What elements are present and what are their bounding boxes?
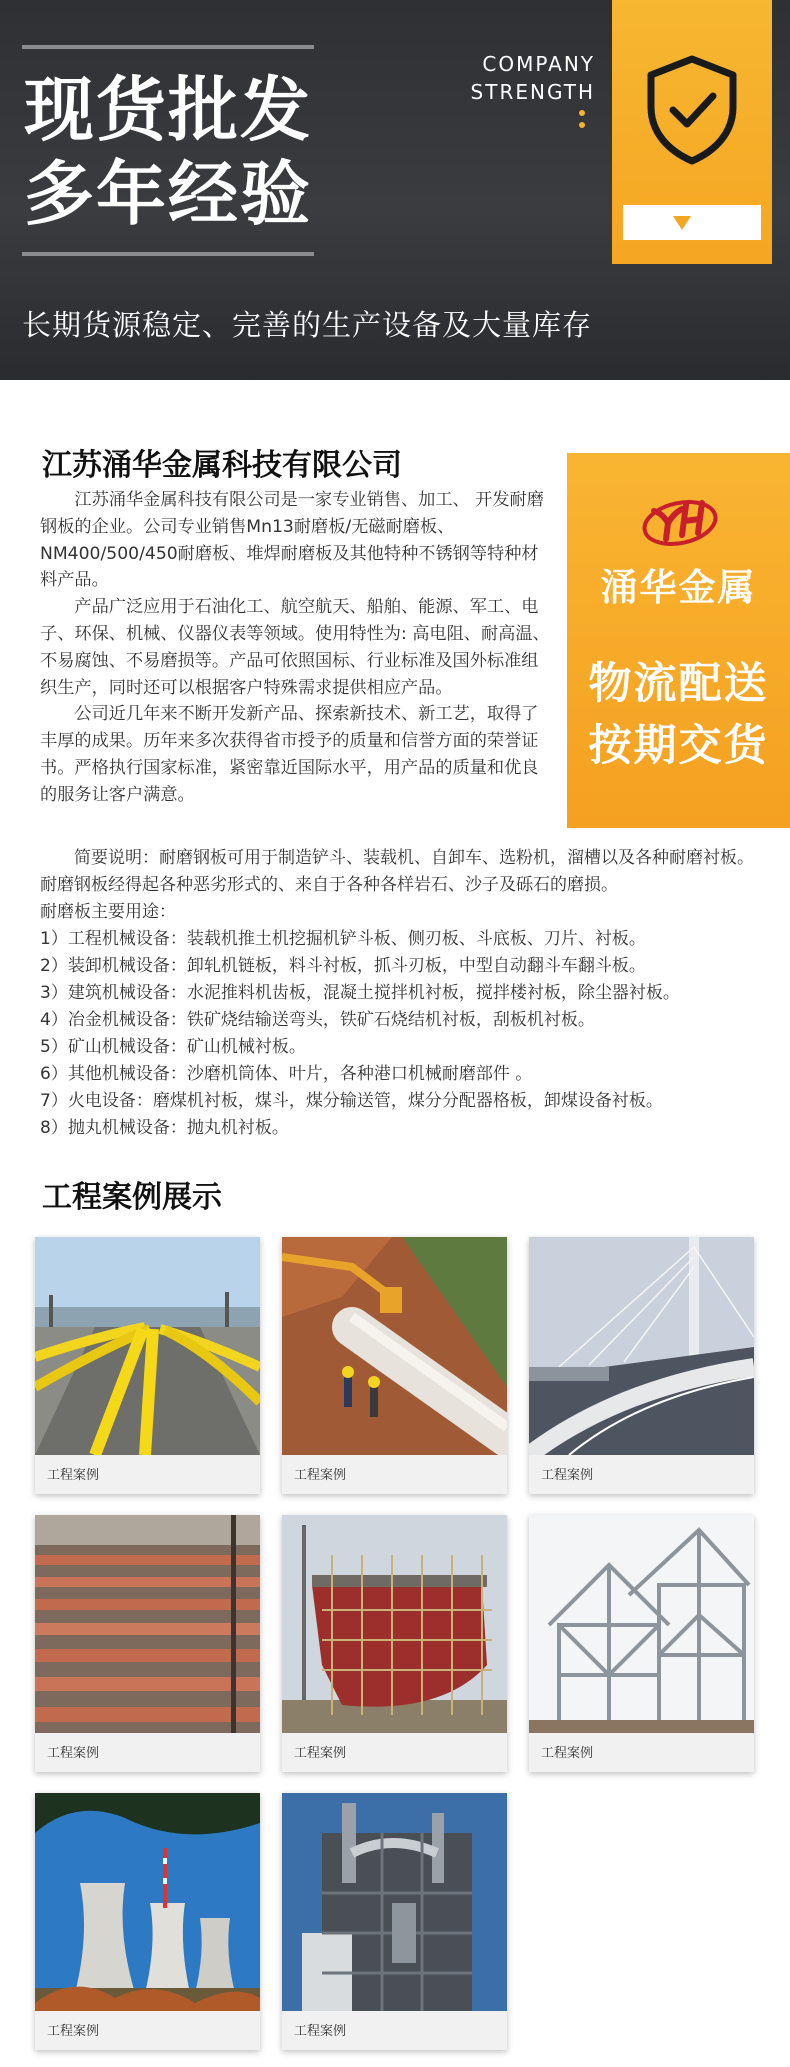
intro-paragraph: 产品广泛应用于石油化工、航空航天、船舶、能源、军工、电子、环保、机械、仪器仪表等领域。使用特性为: 高电阻、耐高温、不易腐蚀、不易磨损等。产品可依照国标、行业标准及国外标准组织生产，同时还可以根据客户特殊需求提供相应产品。 xyxy=(40,597,550,698)
case-image-cooling-towers xyxy=(35,1793,260,2011)
hero-title xyxy=(24,68,354,236)
shield-bar xyxy=(623,205,761,240)
case-caption: 工程案例 xyxy=(47,1746,100,1761)
case-image-pipe-excavation xyxy=(282,1237,507,1455)
case-card[interactable] xyxy=(282,1237,507,1494)
hero-title-line1: 现货批发 xyxy=(24,69,312,151)
logo-panel xyxy=(567,453,790,828)
shield-badge xyxy=(612,0,772,264)
strength-line1: COMPANY xyxy=(482,52,595,76)
hero-subtitle: 长期货源稳定、完善的生产设备及大量库存 xyxy=(22,308,593,342)
usage-item: 3）建筑机械设备：水泥推料机齿板，混凝土搅拌机衬板，搅拌楼衬板，除尘器衬板。 xyxy=(40,983,680,1003)
hero-banner xyxy=(0,0,790,380)
hero-title-line2: 多年经验 xyxy=(24,153,312,235)
case-caption: 工程案例 xyxy=(541,1468,594,1483)
shield-check-icon xyxy=(645,55,739,165)
slogan-line1: 物流配送 xyxy=(588,659,769,709)
case-image-cable-bridge xyxy=(529,1237,754,1455)
company-intro xyxy=(40,487,555,809)
hero-divider-bottom xyxy=(22,252,314,256)
strength-line2: STRENGTH xyxy=(470,80,595,104)
summary-intro: 简要说明：耐磨钢板可用于制造铲斗、装载机、自卸车、选粉机，溜槽以及各种耐磨衬板。耐磨钢板经得起各种恶劣形式的、来自于各种各样岩石、沙子及砾石的磨损。 xyxy=(40,848,754,895)
usage-item: 5）矿山机械设备：矿山机械衬板。 xyxy=(40,1037,306,1057)
usage-item: 8）抛丸机械设备：抛丸机衬板。 xyxy=(40,1118,289,1138)
usage-item: 6）其他机械设备：沙磨机筒体、叶片，各种港口机械耐磨部件 。 xyxy=(40,1064,533,1084)
case-image-ship-hull xyxy=(282,1515,507,1733)
intro-paragraph: 江苏涌华金属科技有限公司是一家专业销售、加工、 开发耐磨钢板的企业。公司专业销售Mn13耐磨板/无磁耐磨板、NM400/500/450耐磨板、堆焊耐磨板及其他特种不锈钢等特种材料产品。 xyxy=(40,490,544,591)
company-name: 江苏涌华金属科技有限公司 xyxy=(42,448,402,483)
slogan-line2: 按期交货 xyxy=(588,721,769,771)
company-strength-label xyxy=(455,50,595,106)
usage-item: 2）装卸机械设备：卸轧机链板，料斗衬板，抓斗刃板，中型自动翻斗车翻斗板。 xyxy=(40,956,646,976)
case-image-pipeline-yard xyxy=(35,1237,260,1455)
case-caption: 工程案例 xyxy=(47,2024,100,2039)
case-card[interactable] xyxy=(282,1793,507,2050)
case-card[interactable] xyxy=(35,1793,260,2050)
case-image-pile-yard xyxy=(35,1515,260,1733)
intro-paragraph: 公司近几年来不断开发新产品、探索新技术、新工艺，取得了丰厚的成果。历年来多次获得省市授予的质量和信誉方面的荣誉证书。严格执行国家标准，紧密靠近国际水平，用产品的质量和优良的服务让客户满意。 xyxy=(40,704,539,805)
hero-divider-top xyxy=(22,45,314,49)
case-caption: 工程案例 xyxy=(47,1468,100,1483)
case-card[interactable] xyxy=(529,1515,754,1772)
decorative-dots xyxy=(579,110,587,134)
logo-slogan xyxy=(567,653,790,777)
usage-item: 7）火电设备：磨煤机衬板，煤斗，煤分输送管，煤分分配器格板，卸煤设备衬板。 xyxy=(40,1091,663,1111)
usage-item: 4）冶金机械设备：铁矿烧结输送弯头，铁矿石烧结机衬板，刮板机衬板。 xyxy=(40,1010,595,1030)
case-card[interactable] xyxy=(282,1515,507,1772)
case-caption: 工程案例 xyxy=(294,2024,347,2039)
case-card[interactable] xyxy=(35,1515,260,1772)
triangle-down-icon xyxy=(673,216,691,230)
case-card[interactable] xyxy=(35,1237,260,1494)
usage-item: 1）工程机械设备：装载机推土机挖掘机铲斗板、侧刃板、斗底板、刀片、衬板。 xyxy=(40,929,646,949)
case-card[interactable] xyxy=(529,1237,754,1494)
case-caption: 工程案例 xyxy=(294,1746,347,1761)
usage-summary xyxy=(40,845,770,1142)
summary-heading: 耐磨板主要用途： xyxy=(40,902,176,922)
case-image-steel-frame-house xyxy=(529,1515,754,1733)
cases-title: 工程案例展示 xyxy=(42,1180,222,1215)
logo-text: 涌华金属 xyxy=(600,566,757,609)
yh-logo-icon xyxy=(640,491,720,551)
case-caption: 工程案例 xyxy=(541,1746,594,1761)
case-caption: 工程案例 xyxy=(294,1468,347,1483)
case-image-industrial-plant xyxy=(282,1793,507,2011)
